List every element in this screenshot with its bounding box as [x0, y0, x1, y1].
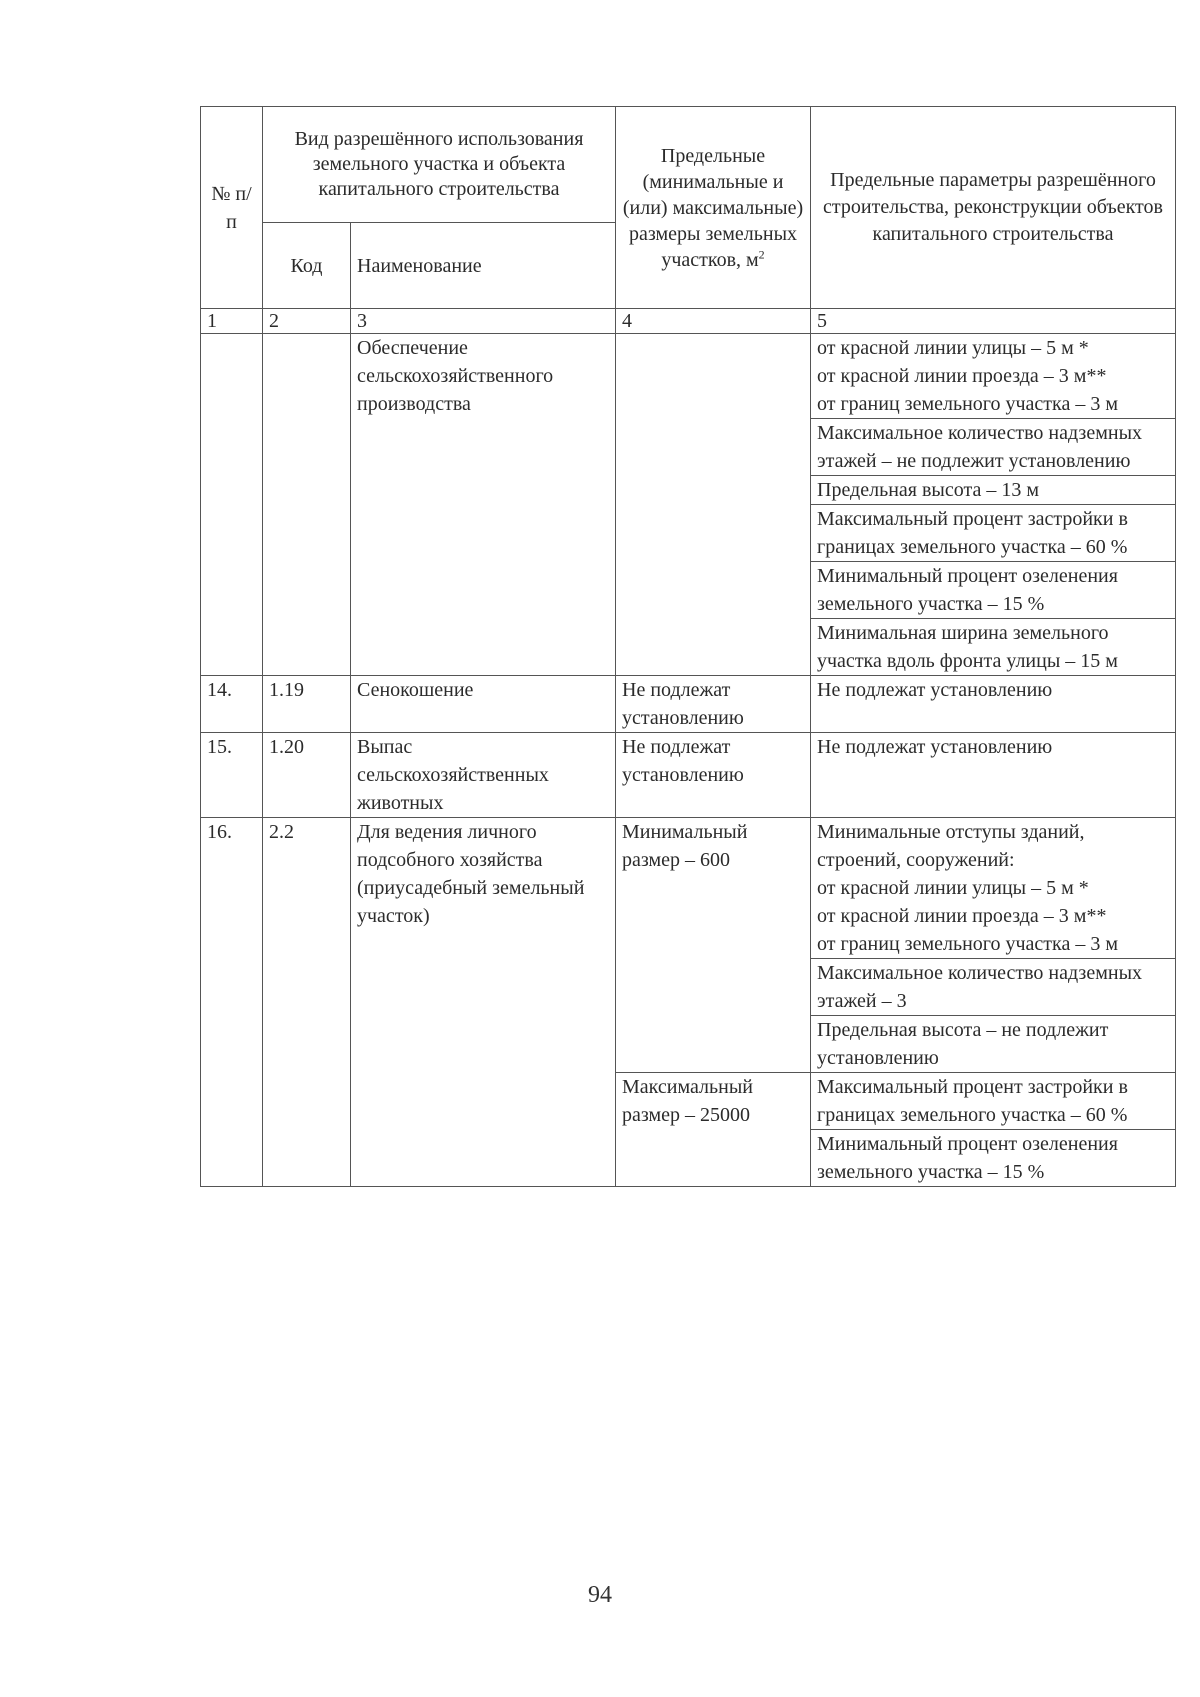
table-row — [201, 334, 1176, 419]
row-params-cell: Не подлежат установлению — [811, 733, 1176, 818]
row-name-cell: Сенокошение — [351, 676, 616, 733]
param-min-width: Минимальная ширина земельного участка вдоль фронта улицы – 15 м — [811, 619, 1176, 676]
row-number-cell — [201, 334, 263, 676]
param-green-percent: Минимальный процент озеленения земельного участка – 15 % — [811, 562, 1176, 619]
param-build-percent: Максимальный процент застройки в границах земельного участка – 60 % — [811, 1073, 1176, 1130]
table-row — [201, 733, 1176, 818]
param-line: от красной линии проезда – 3 м** — [817, 905, 1107, 927]
param-line: от красной линии улицы – 5 м * — [817, 337, 1089, 359]
param-setbacks — [811, 818, 1176, 959]
param-line: от красной линии проезда – 3 м** — [817, 365, 1107, 387]
param-floors: Максимальное количество надземных этажей – 3 — [811, 959, 1176, 1016]
regulations-table — [200, 106, 1176, 1187]
index-cell: 2 — [263, 309, 351, 334]
param-line: от границ земельного участка – 3 м — [817, 933, 1118, 955]
row-params-cell: Не подлежат установлению — [811, 676, 1176, 733]
header-row-1 — [201, 107, 1176, 223]
param-build-percent: Максимальный процент застройки в границах земельного участка – 60 % — [811, 505, 1176, 562]
row-number-cell: 16. — [201, 818, 263, 1187]
header-sizes-text: Предельные (минимальные и (или) максимальные) размеры земельных участков, м — [622, 144, 804, 271]
row-sizes-cell — [616, 334, 811, 676]
index-cell: 4 — [616, 309, 811, 334]
row-sizes-cell: Не подлежат установлению — [616, 733, 811, 818]
row-sizes-max-cell: Максимальный размер – 25000 — [616, 1073, 811, 1187]
row-number-cell: 15. — [201, 733, 263, 818]
header-params: Предельные параметры разрешённого строительства, реконструкции объектов капитального строительства — [811, 107, 1176, 309]
row-code-cell: 2.2 — [263, 818, 351, 1187]
row-code-cell — [263, 334, 351, 676]
page-number: 94 — [588, 1582, 612, 1608]
table-row — [201, 676, 1176, 733]
param-green-percent: Минимальный процент озеленения земельного участка – 15 % — [811, 1130, 1176, 1187]
row-name-cell: Обеспечение сельскохозяйственного производства — [351, 334, 616, 676]
header-use-type: Вид разрешённого использования земельного участка и объекта капитального строительства — [263, 107, 616, 223]
row-number-cell: 14. — [201, 676, 263, 733]
row-name-cell: Для ведения личного подсобного хозяйства (приусадебный земельный участок) — [351, 818, 616, 1187]
header-code: Код — [263, 223, 351, 309]
row-sizes-cell: Не подлежат установлению — [616, 676, 811, 733]
table-row — [201, 818, 1176, 959]
index-cell: 3 — [351, 309, 616, 334]
param-line: Минимальные отступы зданий, строений, сооружений: — [817, 821, 1085, 871]
param-line: от красной линии улицы – 5 м * — [817, 877, 1089, 899]
column-index-row — [201, 309, 1176, 334]
header-sizes — [616, 107, 811, 309]
param-height: Предельная высота – не подлежит установлению — [811, 1016, 1176, 1073]
index-cell: 1 — [201, 309, 263, 334]
row-code-cell: 1.20 — [263, 733, 351, 818]
row-code-cell: 1.19 — [263, 676, 351, 733]
param-setbacks — [811, 334, 1176, 419]
param-floors: Максимальное количество надземных этажей – не подлежит установлению — [811, 419, 1176, 476]
row-sizes-min-cell: Минимальный размер – 600 — [616, 818, 811, 1073]
header-name: Наименование — [351, 223, 616, 309]
header-number: № п/п — [201, 107, 263, 309]
row-name-cell: Выпас сельскохозяйственных животных — [351, 733, 616, 818]
index-cell: 5 — [811, 309, 1176, 334]
header-sizes-sup: 2 — [758, 246, 765, 261]
param-height: Предельная высота – 13 м — [811, 476, 1176, 505]
param-line: от границ земельного участка – 3 м — [817, 393, 1118, 415]
